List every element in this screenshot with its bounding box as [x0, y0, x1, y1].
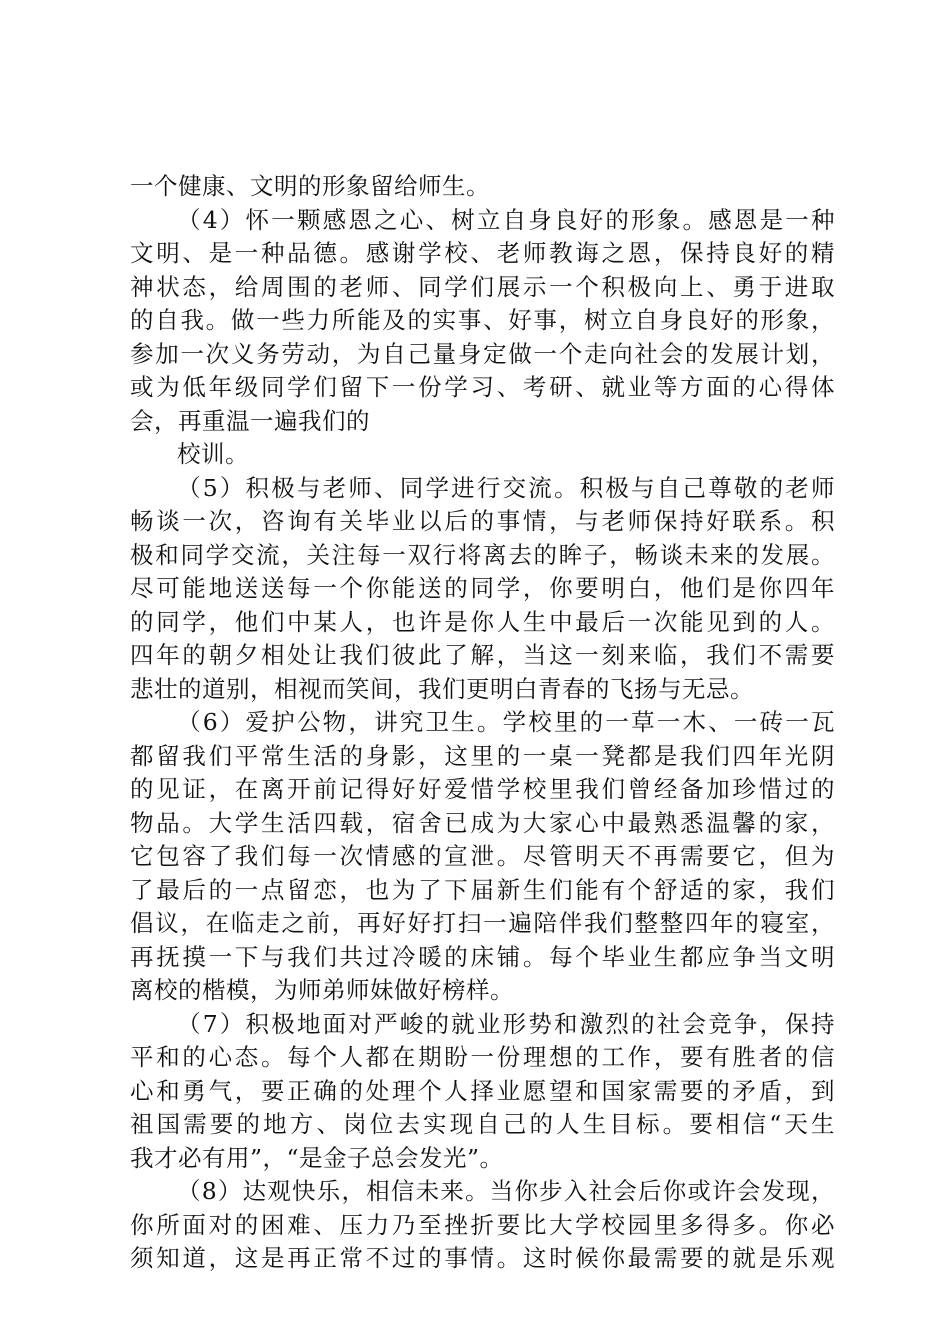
- text-line: 你所面对的困难、压力乃至挫折要比大学校园里多得多。你必: [130, 1210, 835, 1239]
- text-line: （5）积极与老师、同学进行交流。积极与自己尊敬的老师: [177, 473, 835, 502]
- text-line: 尽可能地送送每一个你能送的同学，你要明白，他们是你四年: [130, 574, 835, 602]
- text-line: 我才必有用”，“是金子总会发光”。: [130, 1143, 504, 1172]
- text-line: 心和勇气，要正确的处理个人择业愿望和国家需要的矛盾，到: [130, 1076, 835, 1105]
- text-line: 倡议，在临走之前，再好好打扫一遍陪伴我们整整四年的寝室，: [130, 909, 835, 937]
- text-line: 离校的楷模，为师弟师妹做好榜样。: [130, 976, 514, 1004]
- text-line: （7）积极地面对严峻的就业形势和激烈的社会竞争，保持: [177, 1009, 835, 1038]
- text-line: 祖国需要的地方、岗位去实现自己的人生目标。要相信“天生: [130, 1110, 835, 1138]
- text-line: 文明、是一种品德。感谢学校、老师教诲之恩，保持良好的精: [130, 239, 835, 267]
- text-line: 它包容了我们每一次情感的宣泄。尽管明天不再需要它，但为: [130, 842, 835, 870]
- text-line: 平和的心态。每个人都在期盼一份理想的工作，要有胜者的信: [130, 1043, 835, 1071]
- text-line: 的见证，在离开前记得好好爱惜学校里我们曾经备加珍惜过的: [130, 775, 835, 803]
- text-line: 神状态，给周围的老师、同学们展示一个积极向上、勇于进取: [130, 272, 835, 301]
- text-line: 会，再重温一遍我们的: [130, 406, 370, 435]
- text-line: 都留我们平常生活的身影，这里的一桌一凳都是我们四年光阴: [130, 741, 835, 770]
- text-line: 极和同学交流，关注每一双行将离去的眸子，畅谈未来的发展。: [130, 540, 835, 569]
- text-line: 的自我。做一些力所能及的实事、好事，树立自身良好的形象，: [130, 306, 835, 334]
- text-line: 物品。大学生活四载，宿舍已成为大家心中最熟悉温馨的家，: [130, 808, 835, 837]
- text-line: 悲壮的道别，相视而笑间，我们更明白青春的飞扬与无忌。: [130, 674, 754, 703]
- text-line: 四年的朝夕相处让我们彼此了解，当这一刻来临，我们不需要: [130, 641, 835, 669]
- text-line: 的同学，他们中某人，也许是你人生中最后一次能见到的人。: [130, 607, 835, 636]
- text-line: （8）达观快乐，相信未来。当你步入社会后你或许会发现，: [177, 1177, 835, 1205]
- text-line: 一个健康、文明的形象留给师生。: [130, 172, 490, 200]
- document-body: [130, 170, 835, 1276]
- text-line: 校训。: [177, 440, 249, 468]
- text-line: 或为低年级同学们留下一份学习、考研、就业等方面的心得体: [130, 373, 835, 401]
- text-line: 了最后的一点留恋，也为了下届新生们能有个舒适的家，我们: [130, 875, 835, 904]
- text-line: 参加一次义务劳动，为自己量身定做一个走向社会的发展计划，: [130, 339, 835, 368]
- text-line: （4）怀一颗感恩之心、树立自身良好的形象。感恩是一种: [177, 205, 835, 234]
- text-line: 再抚摸一下与我们共过冷暖的床铺。每个毕业生都应争当文明: [130, 942, 835, 971]
- text-line: （6）爱护公物，讲究卫生。学校里的一草一木、一砖一瓦: [177, 708, 835, 736]
- text-line: 须知道，这是再正常不过的事情。这时候你最需要的就是乐观: [130, 1244, 835, 1272]
- text-line: 畅谈一次，咨询有关毕业以后的事情，与老师保持好联系。积: [130, 507, 835, 535]
